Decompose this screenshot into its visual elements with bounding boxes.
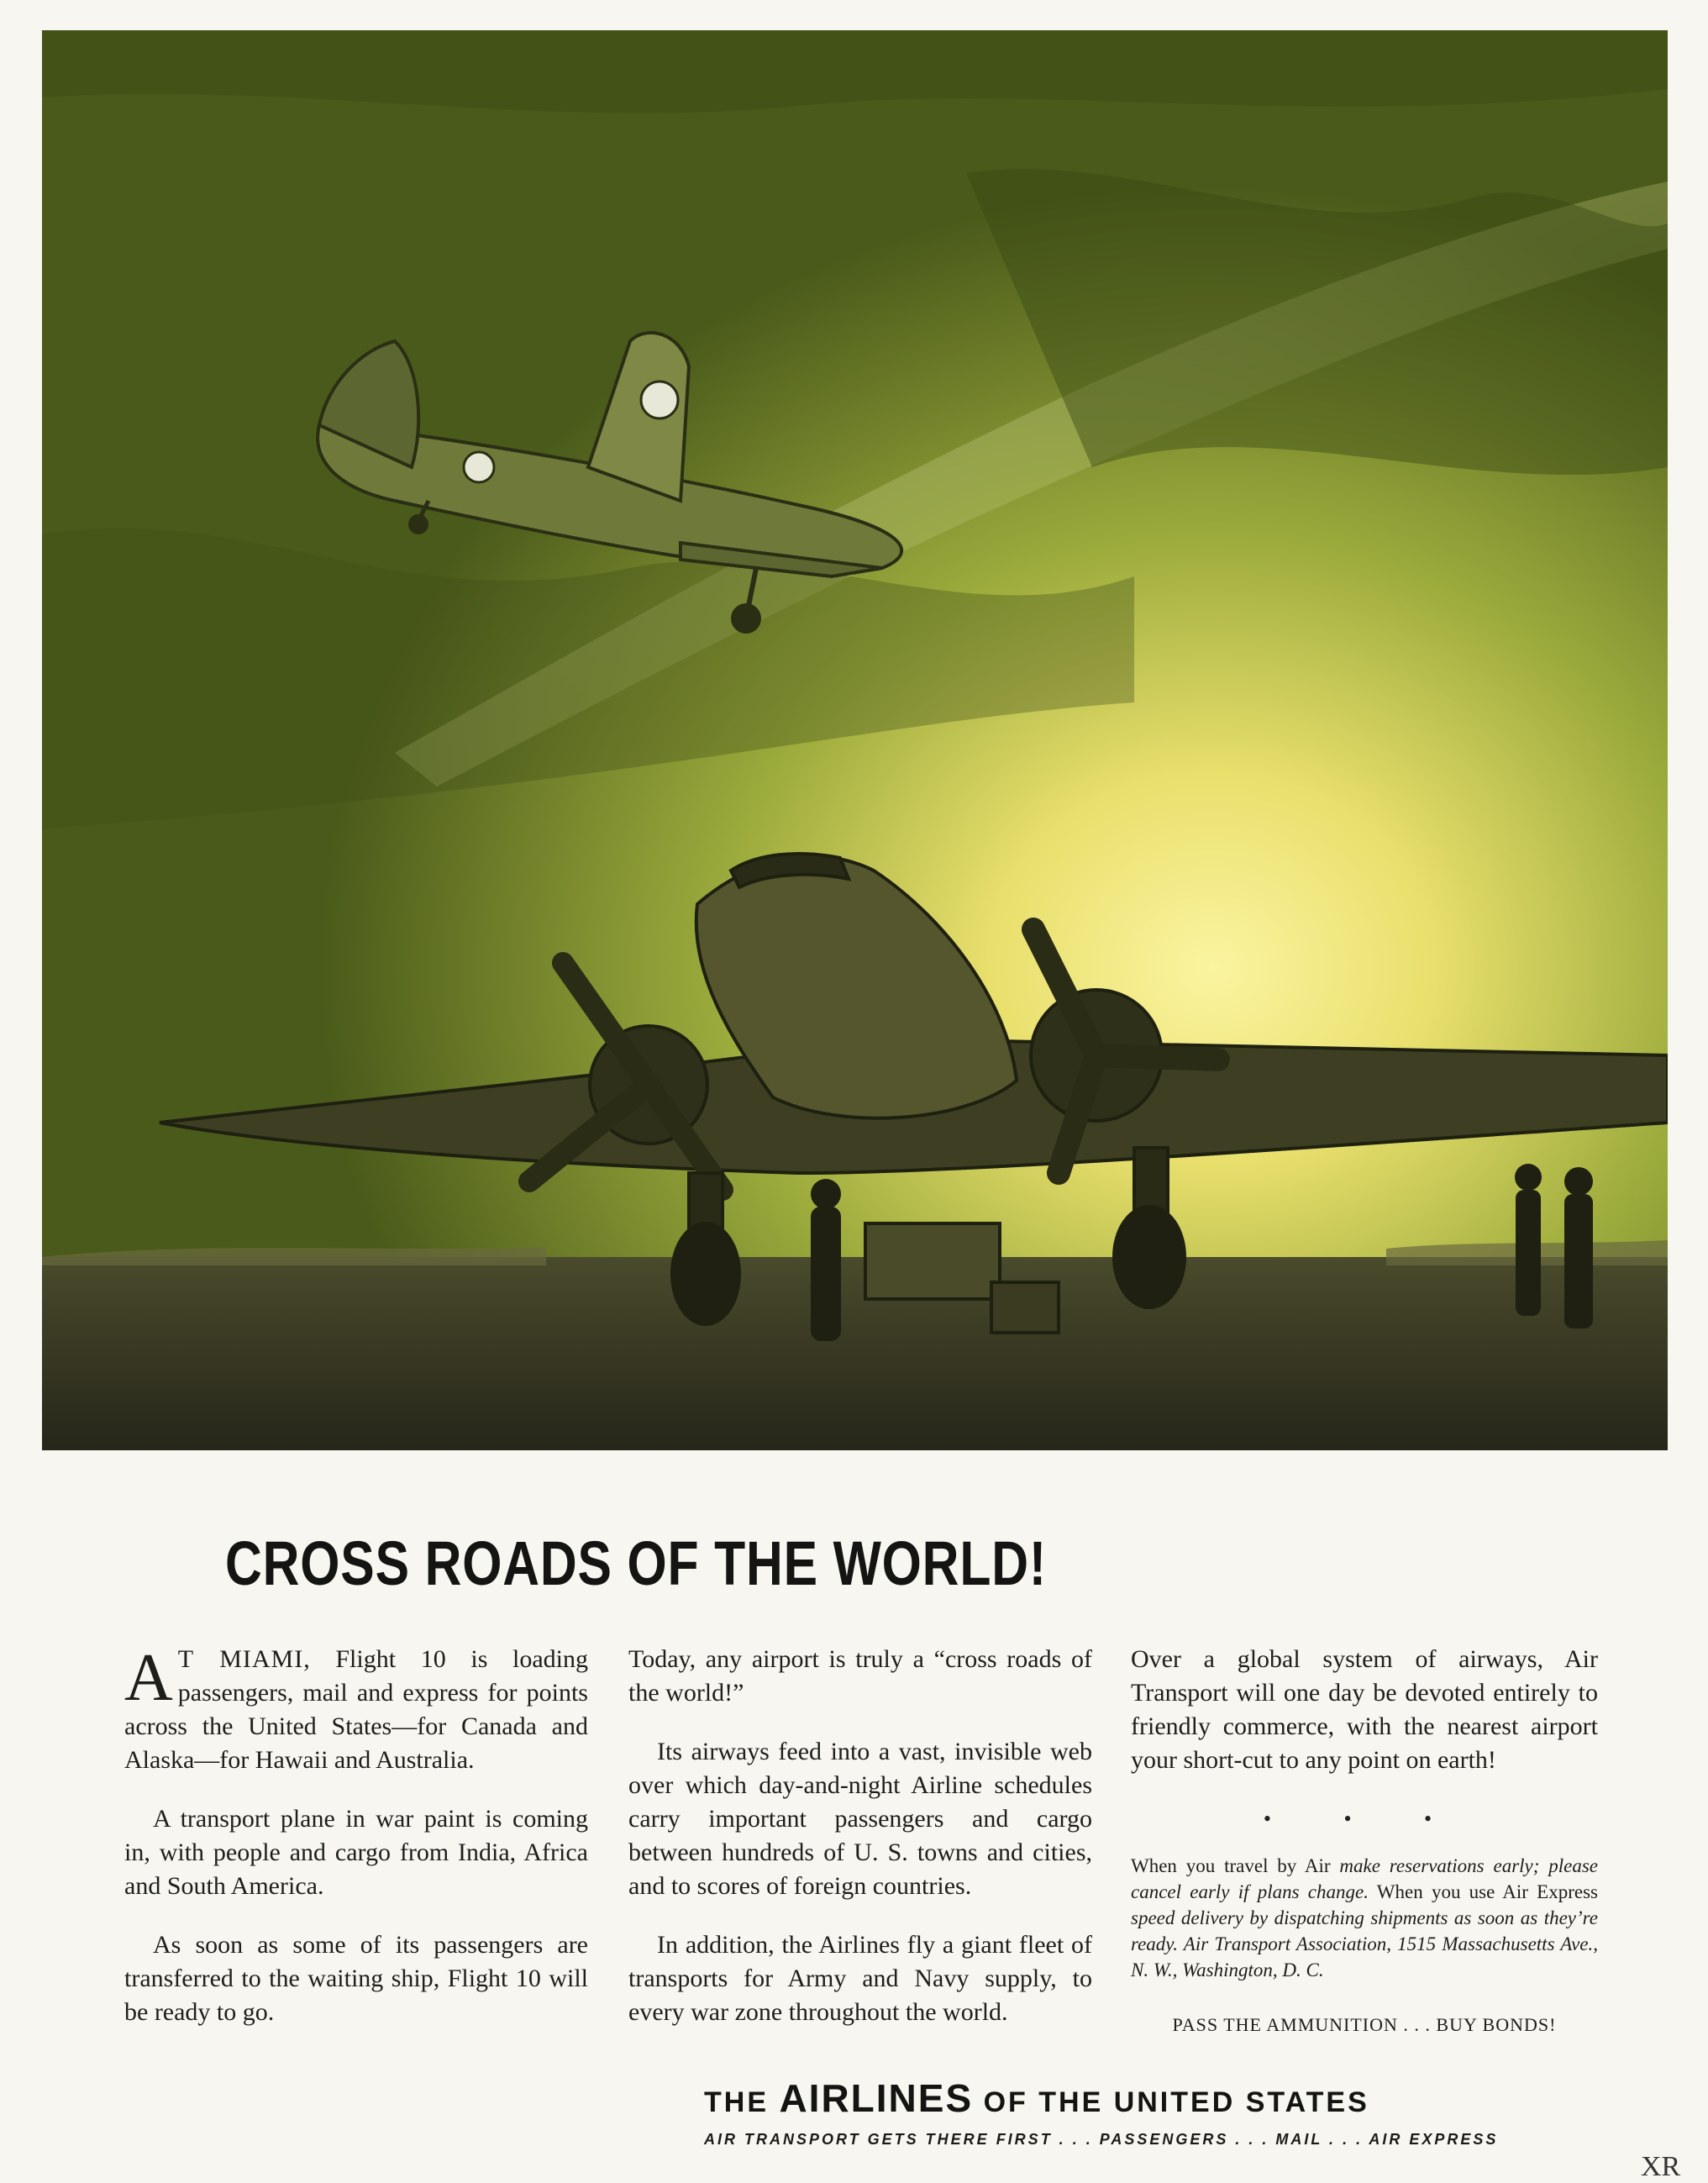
- drop-cap: A: [124, 1641, 173, 1715]
- bonds-slogan: PASS THE AMMUNITION . . . BUY BONDS!: [1172, 2014, 1557, 2035]
- note-italic: make reservations early; please cancel early if plans change.: [1131, 1855, 1598, 1902]
- paragraph: As soon as some of its passengers are transferred to the waiting ship, Flight 10 will be ready to go.: [124, 1931, 588, 2026]
- headline: CROSS ROADS OF THE WORLD!: [225, 1528, 1047, 1598]
- footer-title-big: AIRLINES: [779, 2076, 974, 2120]
- paragraph-text: Flight 10 is loading passengers, mail and express for points across the United States—for Canada and Alaska—for Hawaii and Australia.: [124, 1645, 589, 1774]
- lead-caps: T MIAMI,: [177, 1645, 311, 1673]
- note-italic: speed delivery by dispatching shipments as soon as they’re ready. Air Transport Association, 1515 Massachusetts Ave., N. W., Washington, D. C.: [1131, 1907, 1598, 1980]
- footer-title: [704, 2075, 1369, 2121]
- paragraph: Over a global system of airways, Air Transport will one day be devoted entirely to friendly commerce, with the nearest airport your short-cut to any point on earth!: [1131, 1645, 1598, 1774]
- paragraph: In addition, the Airlines fly a giant fleet of transports for Army and Navy supply, to every war zone throughout the world.: [628, 1931, 1092, 2026]
- footer-subtitle: AIR TRANSPORT GETS THERE FIRST . . . PASSENGERS . . . MAIL . . . AIR EXPRESS: [704, 2131, 1499, 2148]
- body-column-3: [1131, 1643, 1598, 2067]
- corner-mark: XR: [1641, 2151, 1681, 2182]
- illustration: [42, 30, 1668, 1450]
- aircraft-painting: [42, 30, 1668, 1450]
- footer-title-post: OF THE UNITED STATES: [973, 2086, 1369, 2118]
- ornament-dots: • • •: [1263, 1807, 1466, 1831]
- paragraph: Today, any airport is truly a “cross roads of the world!”: [628, 1645, 1092, 1707]
- note-text: When you travel by Air: [1131, 1855, 1340, 1876]
- travel-note: [1131, 1853, 1598, 1983]
- paragraph: A transport plane in war paint is coming in, with people and cargo from India, Africa and South America.: [124, 1805, 588, 1900]
- note-text: When you use Air Express: [1368, 1881, 1598, 1902]
- paragraph: [124, 1643, 588, 1777]
- body-column-1: [124, 1643, 588, 2054]
- body-column-2: [628, 1643, 1092, 2054]
- footer-title-pre: THE: [704, 2086, 780, 2118]
- paragraph: Its airways feed into a vast, invisible web over which day-and-night Airline schedules carry important passengers and cargo between hundreds of U. S. towns and cities, and to scores of foreign countries.: [628, 1738, 1092, 1900]
